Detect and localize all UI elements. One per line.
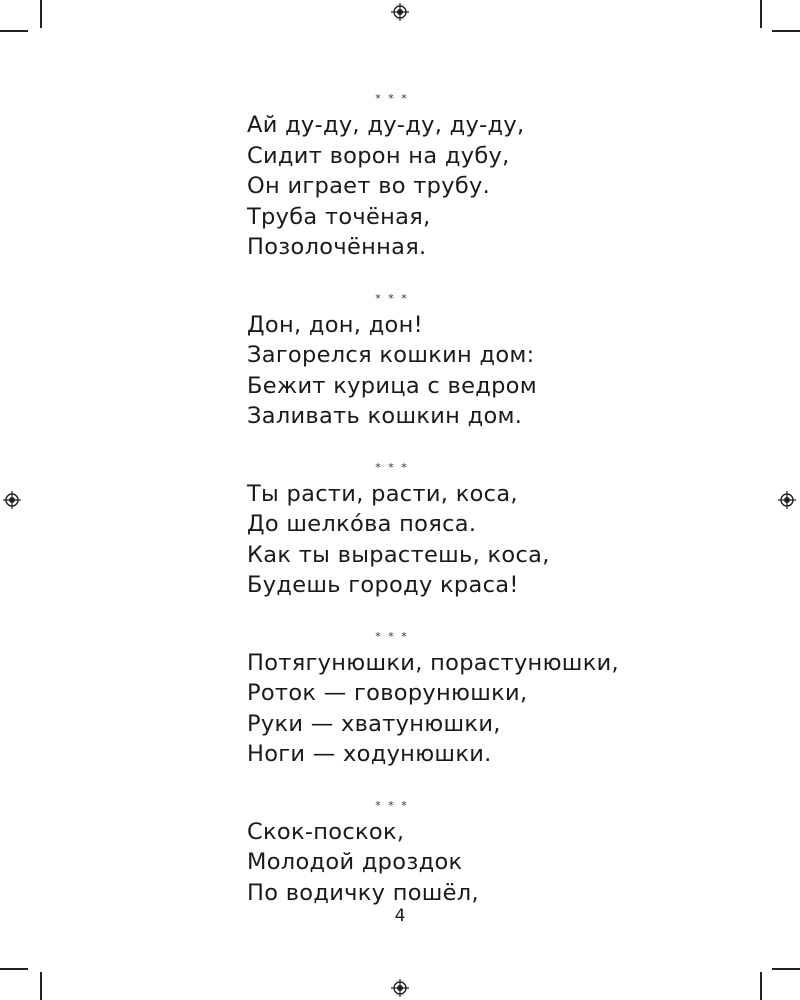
poem-line: Труба точёная, bbox=[247, 203, 431, 230]
poem-line: Загорелся кошкин дом: bbox=[247, 342, 535, 368]
poem-3 bbox=[247, 457, 667, 601]
poem-2 bbox=[247, 288, 667, 432]
poem-4 bbox=[247, 626, 667, 770]
poem-line: До шелко́ва пояса. bbox=[247, 511, 477, 537]
poem-line: Ноги — ходунюшки. bbox=[247, 741, 492, 767]
crop-mark-top-left-h bbox=[0, 30, 28, 32]
poem-line: Потягунюшки, порастунюшки, bbox=[247, 649, 619, 676]
crop-mark-top-left bbox=[40, 0, 42, 28]
crop-mark-bottom-right-h bbox=[772, 968, 800, 970]
poem-line: Как ты вырастешь, коса, bbox=[247, 541, 550, 568]
poem-line: Сидит ворон на дубу, bbox=[247, 142, 510, 169]
poems-column bbox=[247, 88, 667, 908]
crop-mark-bottom-left-h bbox=[0, 968, 28, 970]
poem-line: По водичку пошёл, bbox=[247, 879, 479, 906]
registration-mark-icon bbox=[778, 491, 796, 509]
registration-mark-icon bbox=[391, 3, 409, 21]
crop-mark-bottom-right bbox=[760, 972, 762, 1000]
poem-line: Бежит курица с ведром bbox=[247, 372, 537, 399]
poem-line: Позолочённая. bbox=[247, 234, 427, 260]
section-separator: * * * bbox=[375, 798, 409, 812]
poem-line: Будешь городу краса! bbox=[247, 572, 519, 598]
crop-mark-top-right bbox=[760, 0, 762, 28]
poem-line: Он играет во трубу. bbox=[247, 173, 491, 199]
poem-5 bbox=[247, 795, 667, 909]
registration-mark-icon bbox=[391, 979, 409, 997]
poem-line: Скок-поскок, bbox=[247, 818, 405, 845]
poem-line: Ты расти, расти, коса, bbox=[247, 480, 518, 507]
poem-line: Дон, дон, дон! bbox=[247, 311, 423, 338]
poem-line: Молодой дроздок bbox=[247, 849, 463, 875]
section-separator: * * * bbox=[375, 291, 409, 305]
registration-mark-icon bbox=[3, 491, 21, 509]
poem-1 bbox=[247, 88, 667, 263]
crop-mark-bottom-left bbox=[40, 972, 42, 1000]
poem-line: Заливать кошкин дом. bbox=[247, 403, 523, 429]
page-number: 4 bbox=[394, 906, 406, 926]
poem-line: Ай ду-ду, ду-ду, ду-ду, bbox=[247, 112, 525, 138]
section-separator: * * * bbox=[375, 629, 409, 643]
section-separator: * * * bbox=[375, 460, 409, 474]
crop-mark-top-right-h bbox=[772, 30, 800, 32]
poem-line: Роток — говорунюшки, bbox=[247, 680, 528, 706]
poem-line: Руки — хватунюшки, bbox=[247, 710, 501, 737]
section-separator: * * * bbox=[375, 92, 409, 105]
